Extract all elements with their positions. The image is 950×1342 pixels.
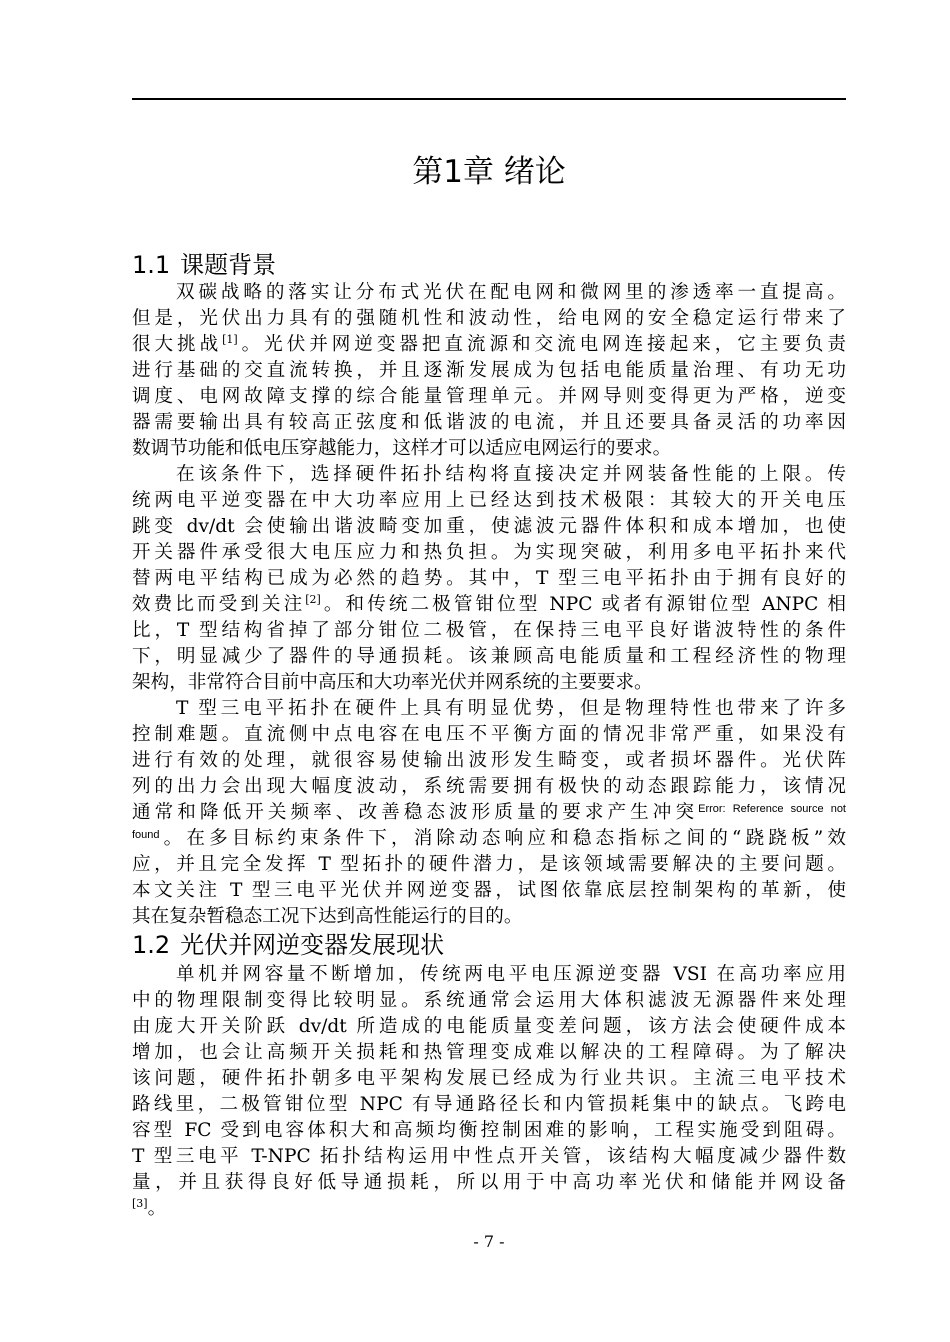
paragraph-line: 调度、电网故障支撑的综合能量管理单元。并网导则变得更为严格，逆变	[132, 386, 846, 407]
paragraph-line: 双碳战略的落实让分布式光伏在配电网和微网里的渗透率一直提高。	[176, 282, 846, 303]
section-number: 1.2	[132, 931, 171, 959]
paragraph-line: 其在复杂暂稳态工况下达到高性能运行的目的。	[132, 906, 523, 927]
paragraph-line: 本文关注 T 型三电平光伏并网逆变器，试图依靠底层控制架构的革新，使	[132, 880, 846, 901]
text-run: 。在多目标约束条件下，消除动态响应和稳态指标之间的“跷跷板”效	[159, 828, 846, 849]
paragraph-line: T 型三电平 T-NPC 拓扑结构运用中性点开关管，该结构大幅度减少器件数	[132, 1146, 846, 1167]
paragraph-line: 进行有效的处理，就很容易使输出波形发生畸变，或者损坏器件。光伏阵	[132, 750, 846, 771]
paragraph-line: 中的物理限制变得比较明显。系统通常会运用大体积滤波无源器件来处理	[132, 990, 846, 1011]
section-number: 1.1	[132, 251, 171, 279]
paragraph-line: 路线里，二极管钳位型 NPC 有导通路径长和内管损耗集中的缺点。飞跨电	[132, 1094, 846, 1115]
paragraph-line: 下，明显减少了器件的导通损耗。该兼顾高电能质量和工程经济性的物理	[132, 646, 846, 667]
section-heading-1-1	[132, 250, 846, 280]
paragraph-line: 单机并网容量不断增加，传统两电平电压源逆变器 VSI 在高功率应用	[176, 964, 846, 985]
paragraph-line: 架构，非常符合目前中高压和大功率光伏并网系统的主要要求。	[132, 672, 653, 693]
paragraph-line	[132, 592, 846, 618]
paragraph-line: 容型 FC 受到电容体积大和高频均衡控制困难的影响，工程实施受到阻碍。	[132, 1120, 846, 1141]
header-rule	[132, 98, 846, 100]
paragraph-line: 但是，光伏出力具有的强随机性和波动性，给电网的安全稳定运行带来了	[132, 308, 846, 329]
citation-ref: [2]	[305, 592, 321, 606]
paragraph-line: 该问题，硬件拓扑朝多电平架构发展已经成为行业共识。主流三电平技术	[132, 1068, 846, 1089]
section-title: 课题背景	[180, 251, 277, 279]
paragraph-line: 控制难题。直流侧中点电容在电压不平衡方面的情况非常严重，如果没有	[132, 724, 846, 745]
paragraph-line: 增加，也会让高频开关损耗和热管理变成难以解决的工程障碍。为了解决	[132, 1042, 846, 1063]
paragraph-line: 应，并且完全发挥 T 型拓扑的硬件潜力，是该领域需要解决的主要问题。	[132, 854, 846, 875]
paragraph-line: 列的出力会出现大幅度波动，系统需要拥有极快的动态跟踪能力，该情况	[132, 776, 846, 797]
paragraph-line: 器需要输出具有较高正弦度和低谐波的电流，并且还要具备灵活的功率因	[132, 412, 846, 433]
text-run: 很大挑战	[132, 334, 223, 355]
paragraph-line: 比，T 型结构省掉了部分钳位二极管，在保持三电平良好谐波特性的条件	[132, 620, 846, 641]
text-run: 。	[147, 1198, 167, 1219]
paragraph-line	[132, 1196, 846, 1222]
paragraph-line: 由庞大开关阶跃 dv/dt 所造成的电能质量变差问题，该方法会使硬件成本	[132, 1016, 846, 1037]
paragraph-line: 开关器件承受很大电压应力和热负担。为实现突破，利用多电平拓扑来代	[132, 542, 846, 563]
reference-error: found	[132, 829, 160, 841]
text-run: 效费比而受到关注	[132, 594, 306, 615]
text-run: 。和传统二极管钳位型 NPC 或者有源钳位型 ANPC 相	[320, 594, 846, 615]
paragraph-line	[132, 826, 846, 852]
paragraph-line: T 型三电平拓扑在硬件上具有明显优势，但是物理特性也带来了许多	[176, 698, 846, 719]
paragraph-line	[132, 332, 846, 358]
text-run: 。光伏并网逆变器把直流源和交流电网连接起来，它主要负责	[237, 334, 846, 355]
paragraph-line: 跳变 dv/dt 会使输出谐波畸变加重，使滤波元器件体积和成本增加，也使	[132, 516, 846, 537]
paragraph-line: 进行基础的交直流转换，并且逐渐发展成为包括电能质量治理、有功无功	[132, 360, 846, 381]
chapter-title: 第1章 绪论	[412, 154, 566, 190]
citation-ref: [1]	[222, 332, 238, 346]
reference-error: Error: Reference source not	[698, 803, 846, 815]
paragraph-line: 在该条件下，选择硬件拓扑结构将直接决定并网装备性能的上限。传	[176, 464, 846, 485]
paragraph-line: 数调节功能和低电压穿越能力，这样才可以适应电网运行的要求。	[132, 438, 672, 459]
paragraph-line: 替两电平结构已成为必然的趋势。其中，T 型三电平拓扑由于拥有良好的	[132, 568, 846, 589]
page-number: - 7 -	[473, 1232, 505, 1251]
paragraph-line	[132, 800, 846, 826]
citation-ref: [3]	[132, 1196, 148, 1210]
section-heading-1-2	[132, 930, 846, 960]
section-title: 光伏并网逆变器发展现状	[180, 931, 445, 959]
text-run: 通常和降低开关频率、改善稳态波形质量的要求产生冲突	[132, 802, 699, 823]
paragraph-line: 统两电平逆变器在中大功率应用上已经达到技术极限：其较大的开关电压	[132, 490, 846, 511]
paragraph-line: 量，并且获得良好低导通损耗，所以用于中高功率光伏和储能并网设备	[132, 1172, 846, 1193]
